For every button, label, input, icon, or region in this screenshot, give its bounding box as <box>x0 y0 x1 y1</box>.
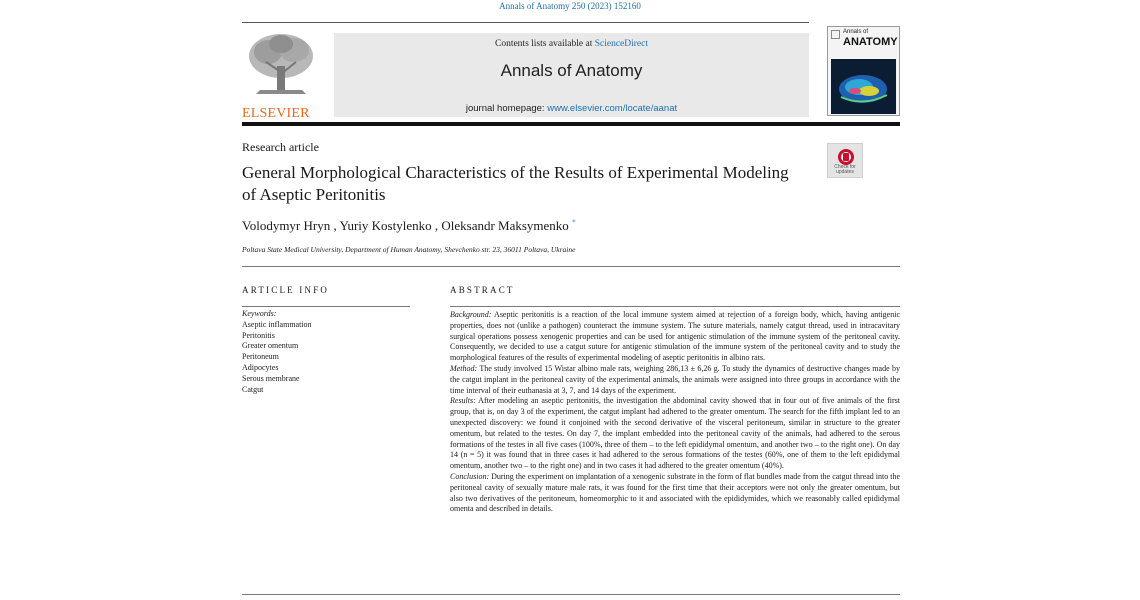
cover-logo-icon <box>831 30 840 39</box>
abstract-background <box>450 310 900 364</box>
abstract-section-text: The study involved 15 Wistar albino male rats, weighing 286,13 ± 6,26 g. To study the dynamics of destructive changes made by the catgut implant in the peritoneal cavity of the experimental animals, the animals were assigned into three groups in accordance with the time interval of their euthanasia at 3, 7, and 14 days of the experiment. <box>450 363 900 395</box>
sciencedirect-link[interactable]: ScienceDirect <box>594 39 648 49</box>
author-affiliation: Poltava State Medical University, Department of Human Anatomy, Shevchenko str. 23, 36011 Poltava, Ukraine <box>242 245 576 254</box>
publisher-name: ELSEVIER <box>242 106 310 121</box>
cover-big-title: ANATOMY <box>843 36 898 48</box>
abstract-section-label: Conclusion: <box>450 471 490 481</box>
abstract-section-label: Results: <box>450 396 476 406</box>
keyword: Adipocytes <box>242 362 279 372</box>
journal-citation[interactable]: Annals of Anatomy 250 (2023) 152160 <box>499 1 641 11</box>
journal-cover[interactable] <box>827 26 900 116</box>
abstract-section-label: Method: <box>450 363 478 373</box>
abstract-section-text: Aseptic peritonitis is a reaction of the local immune system aimed at rejection of a foreign body, which, having antigenic properties, does not (unlike a pathogen) counteract the immune system. The suture materials, namely catgut thread, used in intracavitary surgical operations possess xenogenic properties and can be used for antigenic stimulation of the immune system of the peritoneal cavity. Consequently, we decided to use a catgut suture for antigenic stimulation of the immune system of the peritoneal cavity and to study the morphological features of the results of experimental modeling of aseptic peritonitis in albino rats. <box>450 310 900 363</box>
journal-homepage-link[interactable]: www.elsevier.com/locate/aanat <box>547 103 678 114</box>
keyword: Aseptic inflammation <box>242 319 312 329</box>
author-separator: , <box>330 218 340 233</box>
contents-line <box>334 39 809 49</box>
abstract-section-text: After modeling an aseptic peritonitis, the investigation the abdominal cavity showed that in four out of five animals of the first group, that is, on day 3 of the experiment, the catgut implant had adhered to the greater omentum. The search for the fifth implant led to an unexpected discovery: we found it conjoined with the second derivative of the visceral peritoneum, similar in structure to the greater omentum, but related to the testes. On day 7, the implant embedded into the peritoneal cavity of the animals, had adhered to the serous formations of the testes in all five cases (100%, three of them – to the left epididymal omentum, and another two – to the right one). On day 14 (n = 5) it was found that in three cases it had adhered to the serous formations of the testes (60%, one of them to the left epididymal omentum, another two – to the right one) and in two cases it had adhered to the greater omentum (40%). <box>450 396 900 471</box>
brain-scan-icon <box>831 59 896 114</box>
masthead-divider <box>242 122 900 126</box>
abstract-method <box>450 364 900 396</box>
abstract-body <box>450 310 900 515</box>
corresponding-author-mark[interactable]: * <box>572 218 576 227</box>
author-name[interactable]: Yuriy Kostylenko <box>339 218 432 233</box>
article-type: Research article <box>242 140 319 154</box>
homepage-line <box>334 103 809 114</box>
author-list <box>242 218 576 234</box>
abstract-section-text: During the experiment on implantation of a xenogenic substrate in the form of flat bundles made from the catgut thread into the peritoneal cavity of sexually mature male rats, it was found for the first time that their acceptors were not only the greater omentum, but also two derivatives of the peritoneum, homeomorphic to it and associated with the epididymides, which we reasonably called epididymal omenta and described in details. <box>450 471 900 514</box>
keyword: Greater omentum <box>242 341 299 351</box>
tree-logo-icon <box>246 32 316 98</box>
check-updates-label: Check for updates <box>834 164 856 175</box>
abstract-section-label: Background: <box>450 310 492 319</box>
journal-title: Annals of Anatomy <box>500 61 643 80</box>
keyword: Peritoneum <box>242 352 279 362</box>
author-name[interactable]: Volodymyr Hryn <box>242 218 331 233</box>
keywords-label: Keywords: <box>242 309 277 318</box>
affiliation-divider <box>242 266 900 267</box>
abstract-conclusion <box>450 472 900 515</box>
keyword: Serous membrane <box>242 373 300 383</box>
article-info-divider <box>242 306 410 307</box>
cover-small-title: Annals of <box>843 29 869 35</box>
keywords-list <box>242 309 412 395</box>
contents-prefix: Contents lists available at <box>494 39 595 49</box>
keyword: Catgut <box>242 384 264 394</box>
abstract-results <box>450 396 900 472</box>
bottom-divider <box>242 594 900 595</box>
abstract-heading: ABSTRACT <box>450 285 515 295</box>
article-info-heading: ARTICLE INFO <box>242 285 330 295</box>
publisher-logo[interactable] <box>242 32 320 121</box>
homepage-prefix: journal homepage: <box>465 103 548 114</box>
check-for-updates-button[interactable] <box>827 143 863 178</box>
cover-image <box>831 59 896 114</box>
article-title: General Morphological Characteristics of the Results of Experimental Modeling of Aseptic Peritonitis <box>242 163 789 204</box>
journal-header-box <box>334 33 809 117</box>
masthead <box>242 26 900 121</box>
keyword: Peritonitis <box>242 330 275 340</box>
abstract-divider <box>450 306 900 307</box>
top-divider <box>242 22 809 23</box>
author-separator: , <box>431 218 442 233</box>
author-name[interactable]: Oleksandr Maksymenko <box>441 218 569 233</box>
